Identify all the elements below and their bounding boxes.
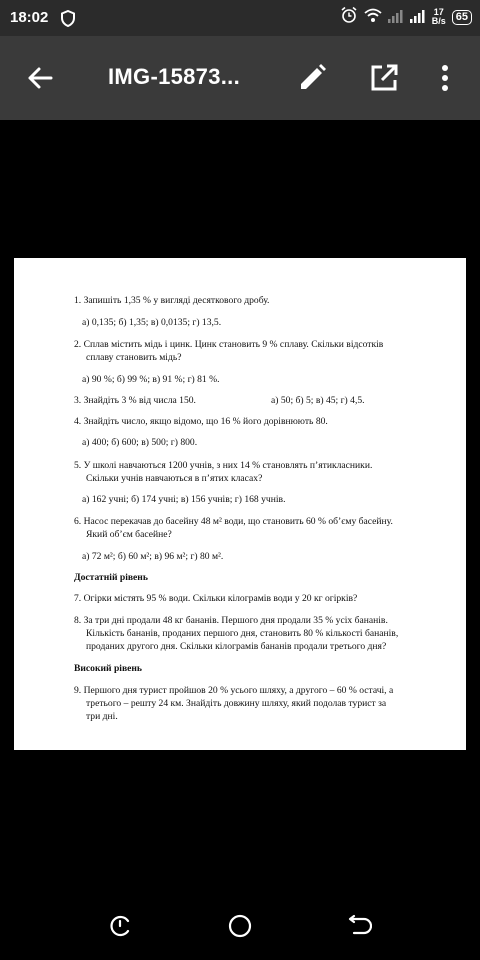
signal-2-icon xyxy=(410,8,426,27)
level-sufficient-heading: Достатній рівень xyxy=(74,572,148,583)
more-vertical-icon[interactable] xyxy=(438,62,452,98)
question-4-options: а) 400; б) 600; в) 500; г) 800. xyxy=(82,437,198,448)
question-8-line-1: 8. За три дні продали 48 кг бананів. Першого дня продали 35 % усіх бананів. xyxy=(74,615,388,626)
page-title: IMG-15873... xyxy=(108,64,240,89)
shield-icon xyxy=(60,10,76,31)
net-speed-unit: B/s xyxy=(431,16,446,26)
question-7: 7. Огірки містять 95 % води. Скільки кілограмів води у 20 кг огірків? xyxy=(74,593,358,604)
question-2-line-1: 2. Сплав містить мідь і цинк. Цинк становить 9 % сплаву. Скільки відсотків xyxy=(74,339,384,350)
home-icon[interactable] xyxy=(228,914,252,942)
recent-apps-icon[interactable] xyxy=(108,914,132,942)
alarm-icon xyxy=(340,6,358,28)
question-1-options: а) 0,135; б) 1,35; в) 0,0135; г) 13,5. xyxy=(82,317,222,328)
app-bar xyxy=(0,36,480,120)
question-4: 4. Знайдіть число, якщо відомо, що 16 % його дорівнюють 80. xyxy=(74,416,328,427)
nav-back-icon[interactable] xyxy=(348,914,372,942)
document-image xyxy=(14,258,466,750)
question-9-line-2: третього – решту 24 км. Знайдіть довжину шляху, який подолав турист за xyxy=(86,698,387,709)
arrow-left-icon[interactable] xyxy=(26,64,54,96)
pencil-icon[interactable] xyxy=(296,62,328,98)
net-speed-value: 17 xyxy=(433,7,444,17)
question-8-line-2: Кількість бананів, проданих першого дня, становить 80 % кількості бананів, xyxy=(86,628,399,639)
open-external-icon[interactable] xyxy=(368,62,400,98)
question-8-line-3: проданих другого дня. Скільки кілограмів бананів продали третього дня? xyxy=(86,641,387,652)
battery-icon xyxy=(452,10,472,25)
question-5-line-2: Скільки учнів навчаються в п’ятих класах? xyxy=(86,473,263,484)
question-3: 3. Знайдіть 3 % від числа 150. xyxy=(74,395,196,406)
wifi-icon xyxy=(364,7,382,27)
status-time: 18:02 xyxy=(10,9,49,26)
question-5-options: а) 162 учні; б) 174 учні; в) 156 учнів; г) 168 учнів. xyxy=(82,494,286,505)
question-2-options: а) 90 %; б) 99 %; в) 91 %; г) 81 %. xyxy=(82,374,220,385)
question-9-line-3: три дні. xyxy=(86,711,118,722)
status-right xyxy=(340,6,472,28)
question-6-line-2: Який об’єм басейне? xyxy=(86,529,172,540)
question-2-line-2: сплаву становить мідь? xyxy=(86,352,182,363)
status-bar xyxy=(0,0,480,36)
net-speed xyxy=(432,8,446,26)
question-9-line-1: 9. Першого дня турист пройшов 20 % усього шляху, а другого – 60 % остачі, а xyxy=(74,685,394,696)
level-high-heading: Високий рівень xyxy=(74,663,143,674)
question-1: 1. Запишіть 1,35 % у вигляді десяткового дробу. xyxy=(74,295,270,306)
navigation-bar xyxy=(0,880,480,960)
signal-1-icon xyxy=(388,8,404,27)
question-6-options: а) 72 м²; б) 60 м²; в) 96 м²; г) 80 м². xyxy=(82,551,224,562)
battery-level: 65 xyxy=(455,10,468,23)
question-3-options: а) 50; б) 5; в) 45; г) 4,5. xyxy=(271,395,365,406)
question-5-line-1: 5. У школі навчаються 1200 учнів, з них 14 % становлять п’ятикласники. xyxy=(74,460,373,471)
question-6-line-1: 6. Насос перекачав до басейну 48 м² води, що становить 60 % об’єму басейну. xyxy=(74,516,393,527)
